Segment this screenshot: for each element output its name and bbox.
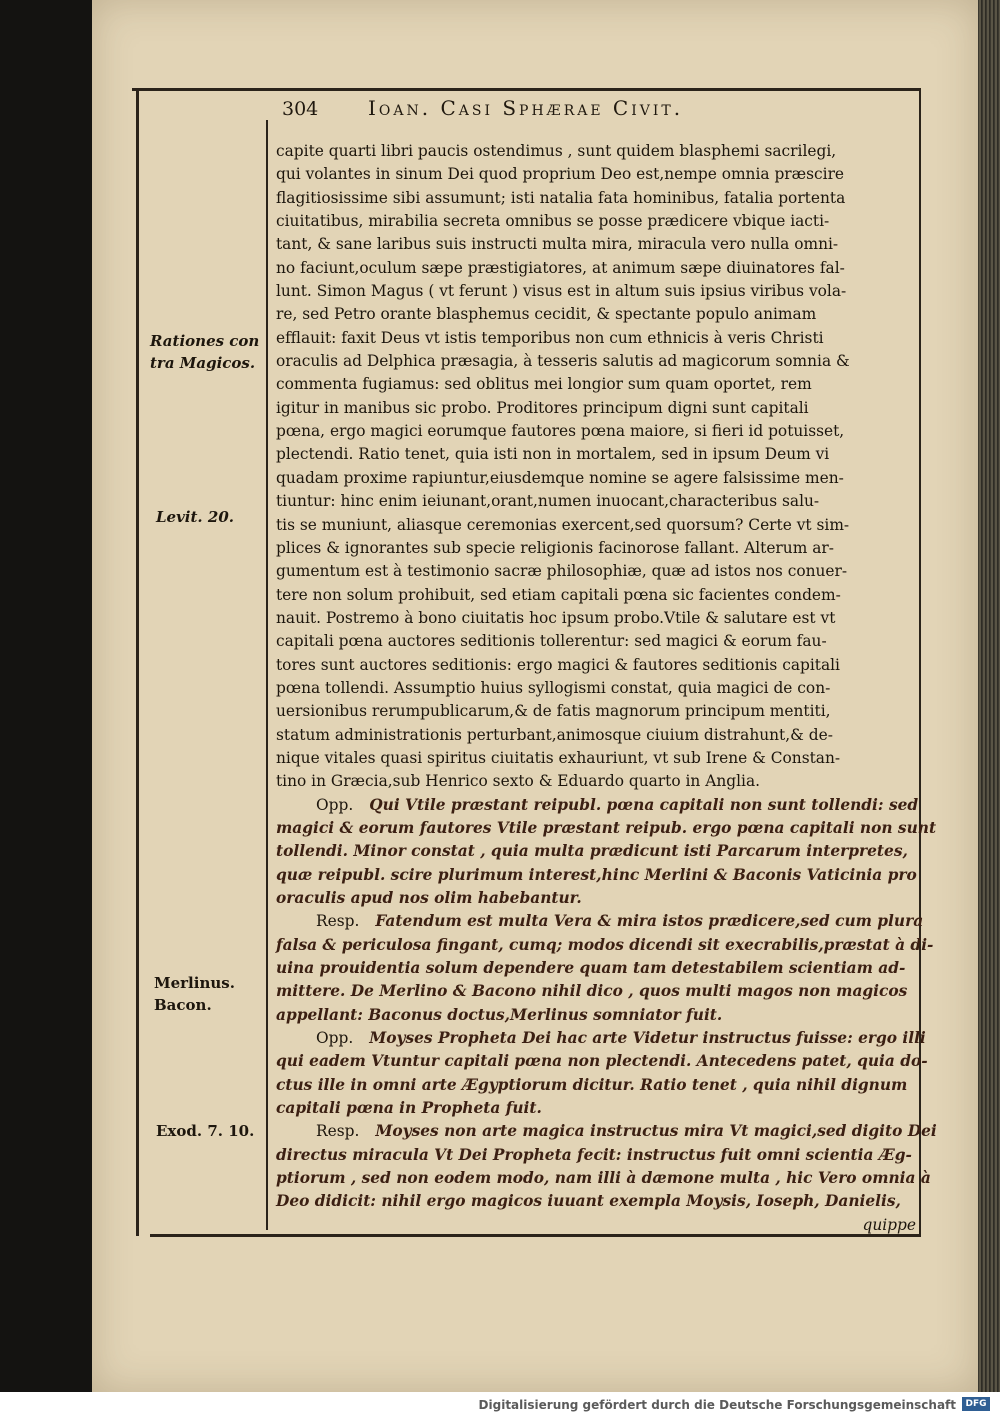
text-line: tere non solum prohibuit, sed etiam capitali pœna sic facientes condem- (276, 585, 841, 604)
text-line: tino in Græcia,sub Henrico sexto & Eduardo quarto in Anglia. (276, 772, 761, 791)
margin-note-levit: Levit. 20. (156, 508, 234, 526)
text-line: plectendi. Ratio tenet, quia isti non in mortalem, sed in ipsum Deum vi (276, 445, 830, 464)
disputation-text: uina prouidentia solum dependere quam tam detestabilem scientiam ad- (276, 959, 906, 978)
disputation-line (276, 934, 934, 957)
disputation-text: quæ reipubl. scire plurimum interest,hinc Merlini & Baconis Vaticinia pro (276, 865, 917, 884)
disputation-line (276, 980, 926, 1003)
text-line: nique vitales quasi spiritus ciuitatis exhauriunt, vt sub Irene & Constan- (276, 748, 841, 767)
text-line: tiuntur: hinc enim ieiunant,orant,numen inuocant,characteribus salu- (276, 492, 820, 511)
margin-note-line: tra Magicos. (150, 354, 256, 372)
disputation-line (276, 840, 926, 863)
text-line: oraculis ad Delphica præsagia, à tesseris salutis ad magicorum somnia & (276, 352, 850, 371)
left-rule (136, 90, 139, 1236)
disputation-text: Moyses Propheta Dei hac arte Videtur instructus fuisse: ergo illi (369, 1029, 926, 1048)
top-rule (132, 88, 921, 91)
disputation-line (276, 1074, 926, 1097)
disputation-text: Qui Vtile præstant reipubl. pœna capitali non sunt tollendi: sed (369, 795, 919, 814)
disputation-line (276, 1097, 926, 1120)
page-edge (978, 0, 1000, 1392)
margin-note-rationes (150, 330, 259, 374)
text-line: pœna, ergo magici eorumque fautores pœna maiore, si fieri id potuisset, (276, 422, 845, 441)
disputation-text: ctus ille in omni arte Ægyptiorum dicitur. Ratio tenet , quia nihil dignum (276, 1075, 908, 1094)
disputation-text: tollendi. Minor constat , quia multa prædicunt isti Parcarum interpretes, (276, 842, 908, 861)
text-line: statum administrationis perturbant,animosque ciuium distrahunt,& de- (276, 725, 833, 744)
disputation-line (276, 1120, 937, 1143)
text-line: nauit. Postremo à bono ciuitatis hoc ipsum probo.Vtile & salutare est vt (276, 608, 836, 627)
margin-note-line: Merlinus. (154, 974, 235, 992)
disputation-lead: Resp. (316, 1122, 360, 1141)
running-head: Ioan. Casi Sphærae Civit. (368, 96, 684, 120)
disputation-line (276, 864, 926, 887)
disputation-line (276, 887, 926, 910)
disputation-lead: Opp. (316, 795, 354, 814)
text-line: gumentum est à testimonio sacræ philosophiæ, quæ ad istos nos conuer- (276, 562, 848, 581)
disputation-text: Moyses non arte magica instructus mira Vt magici,sed digito Dei (375, 1122, 937, 1141)
disputation-line (276, 1050, 926, 1073)
margin-rule (266, 120, 268, 1230)
text-line: qui volantes in sinum Dei quod proprium Deo est,nempe omnia præscire (276, 165, 845, 184)
text-line: re, sed Petro orante blasphemus cecidit, & spectante populo animam (276, 305, 817, 324)
disputation-text: falsa & periculosa fingant, cumq; modos dicendi sit execrabilis,præstat à di- (276, 935, 934, 954)
disputation-lead: Opp. (316, 1029, 354, 1048)
footer-credit: Digitalisierung gefördert durch die Deutsche Forschungsgemeinschaft (478, 1398, 956, 1412)
text-line: no faciunt,oculum sæpe præstigiatores, at animum sæpe diuinatores fal- (276, 258, 845, 277)
body-text (276, 140, 937, 1237)
text-line: efflauit: faxit Deus vt istis temporibus non cum ethnicis à veris Christi (276, 328, 824, 347)
margin-note-merlinus (154, 972, 235, 1016)
disputation-line (276, 817, 937, 840)
text-line: ciuitatibus, mirabilia secreta omnibus se posse prædicere vbique iacti- (276, 212, 830, 231)
disputation-text: Fatendum est multa Vera & mira istos prædicere,sed cum plura (375, 912, 924, 931)
disputation-line (276, 1190, 926, 1213)
text-line: capitali pœna auctores seditionis tollerentur: sed magici & eorum fau- (276, 632, 827, 651)
disputation-text: mittere. De Merlino & Bacono nihil dico , quos multi magos non magicos (276, 982, 908, 1001)
main-paragraph (276, 140, 926, 794)
disputation-lead: Resp. (316, 912, 360, 931)
disputation-line (276, 794, 926, 817)
disputation-line (276, 957, 926, 980)
disputation-line (276, 1167, 931, 1190)
text-line: tant, & sane laribus suis instructi multa mira, miracula vero nulla omni- (276, 235, 839, 254)
disputation-text: oraculis apud nos olim habebantur. (276, 889, 582, 907)
disputation-text: Deo didicit: nihil ergo magicos iuuant exempla Moysis, Ioseph, Danielis, (276, 1192, 901, 1211)
dfg-logo: DFG (962, 1397, 990, 1411)
disputation-text: directus miracula Vt Dei Propheta fecit: instructus fuit omni scientia Æg- (276, 1145, 912, 1164)
disputation (276, 794, 937, 1214)
disputation-line (276, 1004, 926, 1027)
text-line: pœna tollendi. Assumptio huius syllogismi constat, quia magici de con- (276, 678, 831, 697)
text-line: plices & ignorantes sub specie religionis facinorose fallant. Alterum ar- (276, 538, 834, 557)
margin-note-exod: Exod. 7. 10. (156, 1122, 255, 1140)
disputation-text: magici & eorum fautores Vtile præstant reipub. ergo pœna capitali non sunt (276, 818, 937, 837)
text-line: capite quarti libri paucis ostendimus , sunt quidem blasphemi sacrilegi, (276, 142, 837, 160)
text-line: lunt. Simon Magus ( vt ferunt ) visus est in altum suis ipsius viribus vola- (276, 282, 847, 301)
text-line: igitur in manibus sic probo. Proditores principum digni sunt capitali (276, 398, 809, 417)
text-line: tis se muniunt, aliasque ceremonias exercent,sed quorsum? Certe vt sim- (276, 515, 850, 534)
text-line: tores sunt auctores seditionis: ergo magici & fautores seditionis capitali (276, 655, 840, 674)
disputation-line (276, 1144, 926, 1167)
margin-note-line: Bacon. (154, 996, 212, 1014)
margin-note-line: Rationes con (150, 332, 260, 350)
page-number: 304 (282, 98, 319, 120)
disputation-line (276, 910, 926, 933)
disputation-text: capitali pœna in Propheta fuit. (276, 1099, 542, 1118)
disputation-line (276, 1027, 926, 1050)
disputation-text: appellant: Baconus doctus,Merlinus somniator fuit. (276, 1005, 723, 1024)
text-line: flagitiosissime sibi assumunt; isti natalia fata hominibus, fatalia portenta (276, 188, 846, 207)
text-line: uersionibus rerumpublicarum,& de fatis magnorum principum mentiti, (276, 702, 831, 721)
disputation-text: qui eadem Vtuntur capitali pœna non plectendi. Antecedens patet, quia do- (276, 1052, 928, 1071)
disputation-text: ptiorum , sed non eodem modo, nam illi à dæmone multa , hic Vero omnia à (276, 1169, 931, 1188)
text-line: quadam proxime rapiuntur,eiusdemque nomine se agere falsissime men- (276, 468, 844, 487)
catchword: quippe (862, 1215, 916, 1234)
text-line: commenta fugiamus: sed oblitus mei longior sum quam oportet, rem (276, 375, 812, 394)
